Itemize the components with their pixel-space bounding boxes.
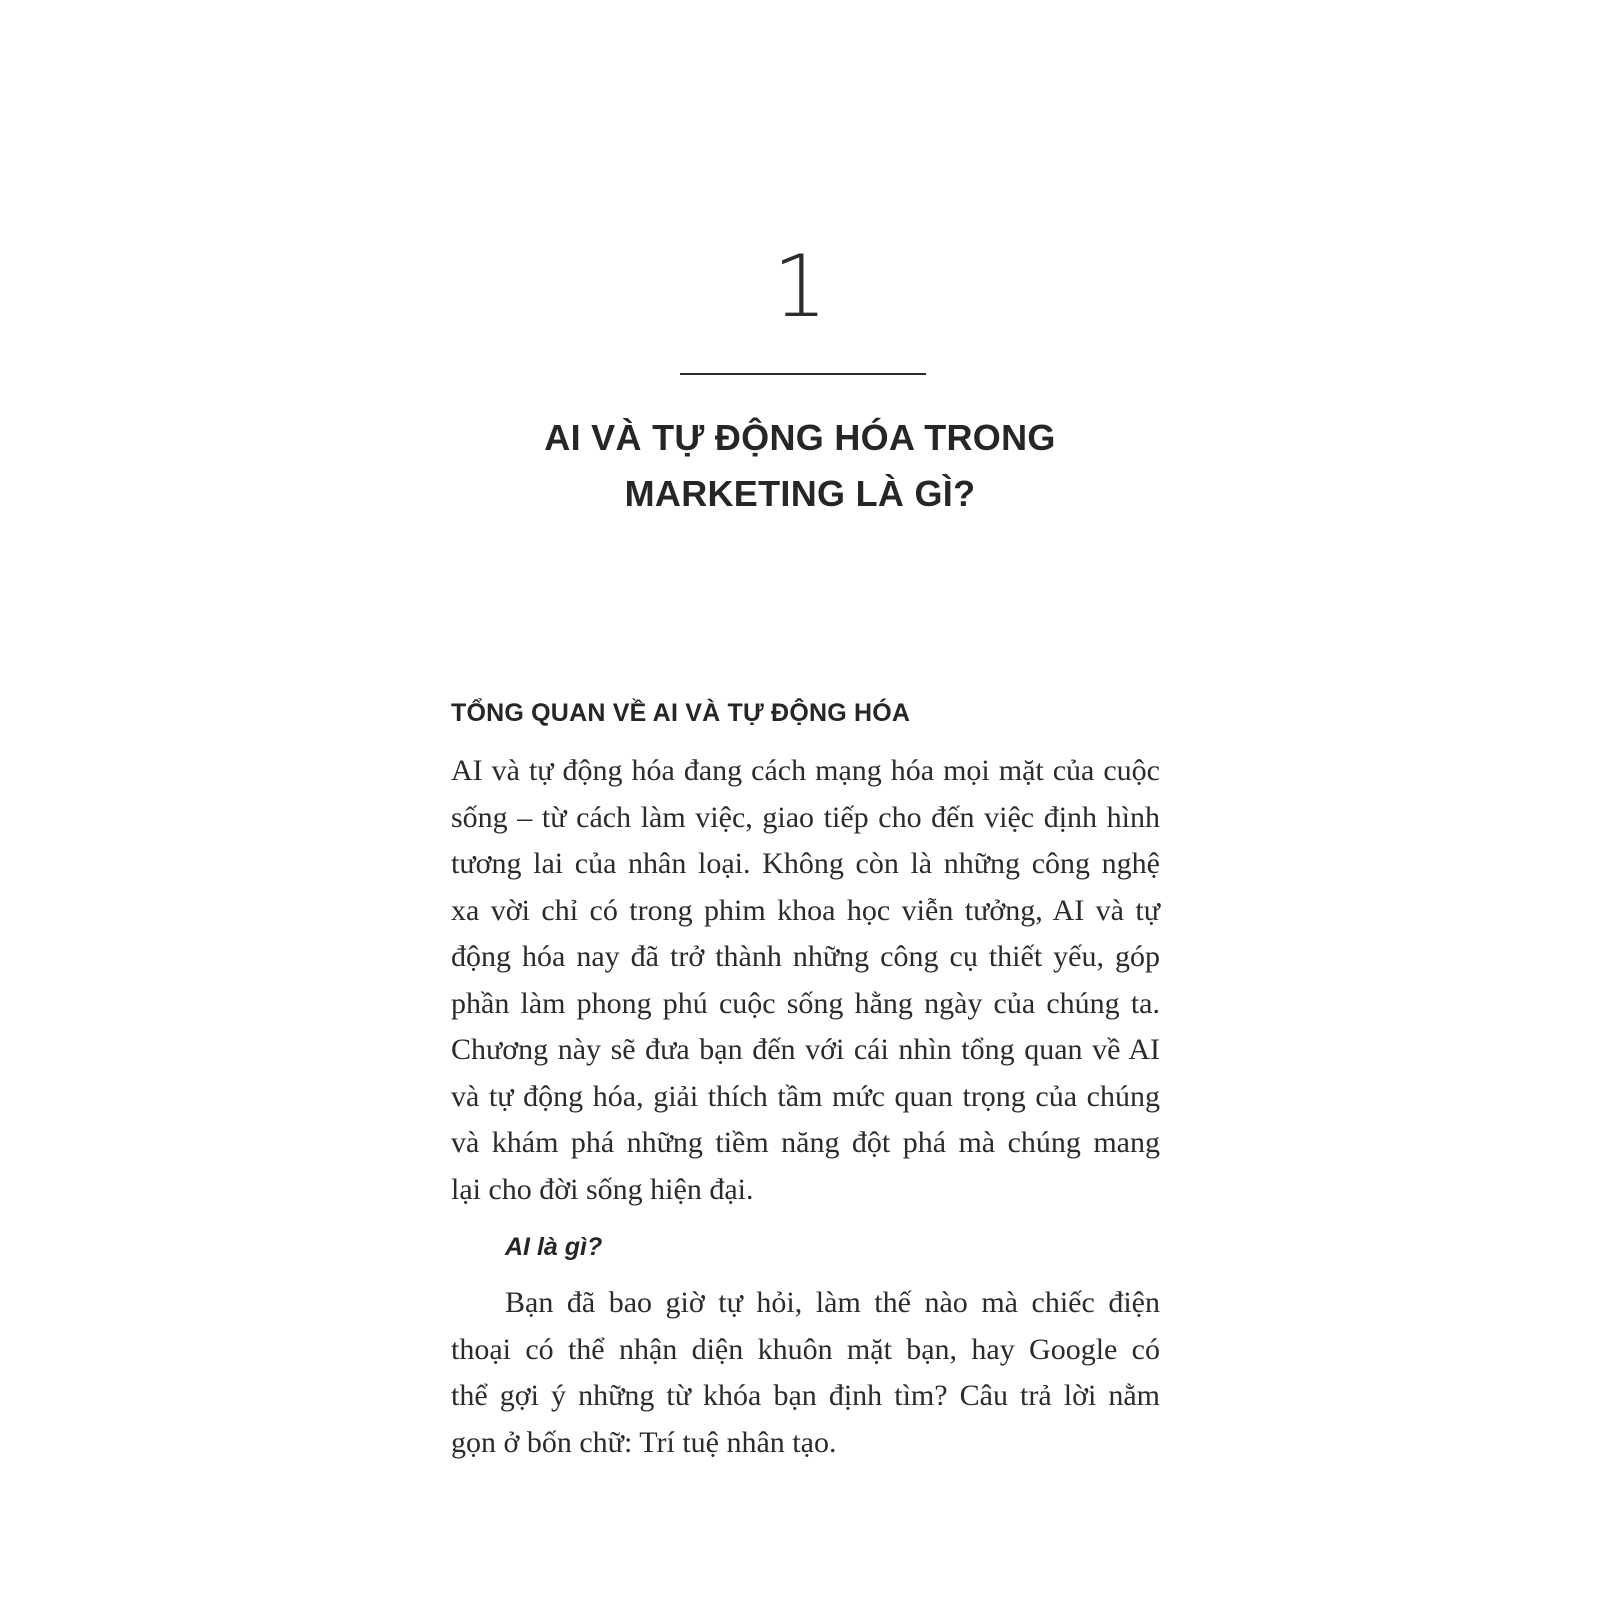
section-heading: TỔNG QUAN VỀ AI VÀ TỰ ĐỘNG HÓA: [451, 699, 911, 727]
paragraph-line: Chương này sẽ đưa bạn đến với cái nhìn tổng quan về AI: [451, 1033, 1160, 1066]
subheading: AI là gì?: [505, 1233, 603, 1261]
paragraph-line: Bạn đã bao giờ tự hỏi, làm thế nào mà chiếc điện: [505, 1286, 1160, 1319]
paragraph-line: gọn ở bốn chữ: Trí tuệ nhân tạo.: [451, 1425, 837, 1459]
paragraph-line: thoại có thể nhận diện khuôn mặt bạn, hay Google có: [451, 1332, 1160, 1366]
chapter-divider: [680, 373, 926, 375]
paragraph-intro: [451, 748, 1160, 1213]
paragraph-line: xa vời chỉ có trong phim khoa học viễn tưởng, AI và tự: [451, 893, 1160, 927]
paragraph-line: tương lai của nhân loại. Không còn là những công nghệ: [451, 847, 1160, 880]
paragraph-line: sống – từ cách làm việc, giao tiếp cho đến việc định hình: [451, 800, 1160, 834]
paragraph-line: và tự động hóa, giải thích tầm mức quan trọng của chúng: [451, 1079, 1160, 1113]
paragraph-ai-definition: [451, 1280, 1160, 1466]
paragraph-line: thể gợi ý những từ khóa bạn định tìm? Câu trả lời nằm: [451, 1379, 1160, 1412]
chapter-title-line: MARKETING LÀ GÌ?: [624, 473, 976, 514]
paragraph-line: động hóa nay đã trở thành những công cụ thiết yếu, góp: [451, 940, 1160, 973]
paragraph-line: và khám phá những tiềm năng đột phá mà chúng mang: [451, 1126, 1160, 1159]
chapter-title-line: AI VÀ TỰ ĐỘNG HÓA TRONG: [544, 417, 1056, 458]
paragraph-line: lại cho đời sống hiện đại.: [451, 1172, 754, 1206]
paragraph-line: AI và tự động hóa đang cách mạng hóa mọi mặt của cuộc: [451, 754, 1160, 787]
chapter-number: 1: [772, 237, 828, 337]
paragraph-line: phần làm phong phú cuộc sống hằng ngày của chúng ta.: [451, 986, 1160, 1020]
chapter-title: [0, 410, 1600, 522]
